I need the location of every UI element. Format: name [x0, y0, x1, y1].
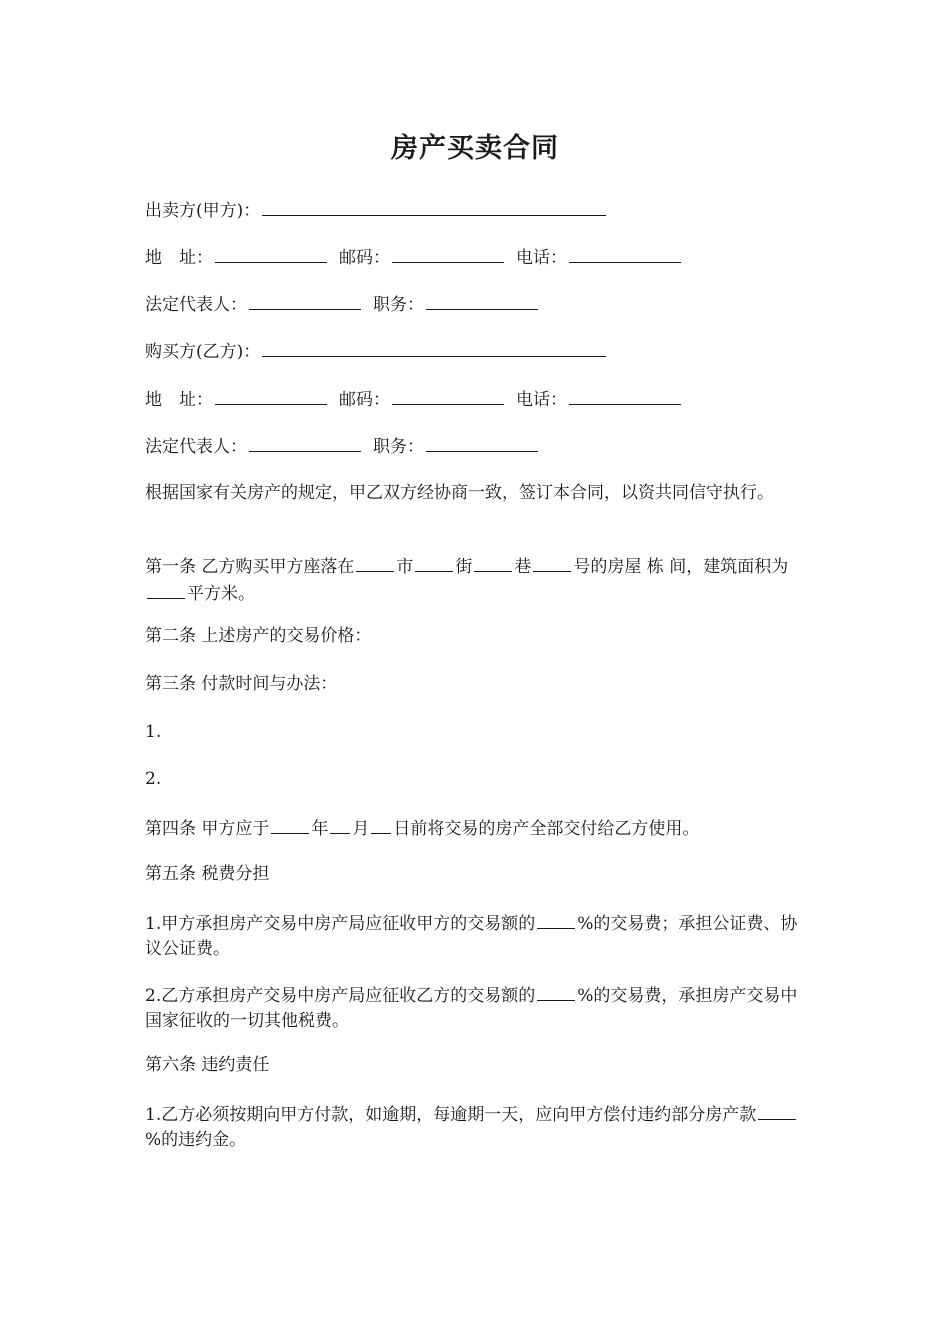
seller-name-blank: [262, 197, 606, 216]
intro-paragraph: 根据国家有关房产的规定，甲乙双方经协商一致，签订本合同，以资共同信守执行。: [145, 483, 774, 503]
article-4-rest: 日前将交易的房产全部交付给乙方使用。: [393, 819, 700, 839]
tax-rate-2-blank: [537, 982, 575, 1001]
number-blank: [533, 553, 571, 572]
article-4-text: 第四条 甲方应于: [145, 819, 270, 839]
seller-rep-blank: [249, 291, 361, 310]
seller-postcode-blank: [392, 244, 504, 263]
breach-clause-1: [145, 1101, 813, 1153]
buyer-address-line: [145, 386, 813, 413]
seller-label: 出卖方(甲方)：: [145, 201, 261, 221]
seller-address-label: 地 址：: [145, 248, 213, 268]
street-blank: [415, 553, 453, 572]
buyer-label: 购买方(乙方)：: [145, 342, 261, 362]
article-3: 第三条 付款时间与办法：: [145, 674, 338, 694]
breach-clause-1-text: 1.乙方必须按期向甲方付款，如逾期，每逾期一天，应向甲方偿付违约部分房产款: [145, 1105, 757, 1125]
payment-item-2: 2.: [145, 769, 162, 789]
page-title: 房产买卖合同: [391, 133, 559, 164]
lane-blank: [474, 553, 512, 572]
area-blank: [147, 580, 185, 599]
article-6: 第六条 违约责任: [145, 1055, 270, 1075]
tax-clause-2-text: 2.乙方承担房产交易中房产局应征收乙方的交易额的: [145, 986, 536, 1006]
tax-clause-2: [145, 982, 813, 1034]
payment-item-1: 1.: [145, 722, 162, 742]
tax-clause-1: [145, 910, 813, 962]
buyer-postcode-label: 邮码：: [339, 390, 390, 410]
buyer-phone-blank: [569, 386, 681, 405]
article-4: [145, 815, 813, 842]
city-blank: [356, 553, 394, 572]
tax-clause-1-text: 1.甲方承担房产交易中房产局应征收甲方的交易额的: [145, 914, 536, 934]
article-1-city: 市: [396, 557, 414, 577]
seller-postcode-label: 邮码：: [339, 248, 390, 268]
article-4-year: 年: [311, 819, 329, 839]
penalty-rate-blank: [758, 1101, 796, 1120]
article-1: [145, 553, 813, 607]
month-blank: [330, 815, 350, 834]
year-blank: [271, 815, 309, 834]
seller-address-line: [145, 244, 813, 271]
tax-rate-1-blank: [537, 910, 575, 929]
buyer-rep-line: [145, 433, 813, 460]
seller-position-label: 职务：: [373, 295, 424, 315]
article-2: 第二条 上述房产的交易价格：: [145, 626, 372, 646]
seller-rep-line: [145, 291, 813, 318]
seller-phone-blank: [569, 244, 681, 263]
buyer-rep-blank: [249, 433, 361, 452]
article-1-street: 街: [455, 557, 473, 577]
seller-rep-label: 法定代表人：: [145, 295, 247, 315]
article-4-month: 月: [352, 819, 370, 839]
article-1-unit: 平方米。: [187, 584, 255, 604]
seller-position-blank: [426, 291, 538, 310]
buyer-postcode-blank: [392, 386, 504, 405]
breach-clause-1-rest: %的违约金。: [145, 1130, 247, 1150]
tax-clause-1-rest: %的交易费；承担公证费、协议公证费。: [145, 914, 798, 959]
day-blank: [371, 815, 391, 834]
buyer-name-blank: [262, 338, 606, 357]
seller-line: [145, 197, 813, 224]
article-5: 第五条 税费分担: [145, 864, 270, 884]
article-1-lane: 巷: [514, 557, 532, 577]
article-1-text: 第一条 乙方购买甲方座落在: [145, 557, 355, 577]
buyer-position-blank: [426, 433, 538, 452]
buyer-address-label: 地 址：: [145, 390, 213, 410]
buyer-line: [145, 338, 813, 365]
seller-phone-label: 电话：: [516, 248, 567, 268]
buyer-phone-label: 电话：: [516, 390, 567, 410]
article-1-house: 号的房屋 栋 间，建筑面积为: [573, 557, 789, 577]
tax-clause-2-rest: %的交易费，承担房产交易中国家征收的一切其他税费。: [145, 986, 798, 1031]
buyer-rep-label: 法定代表人：: [145, 437, 247, 457]
buyer-position-label: 职务：: [373, 437, 424, 457]
buyer-address-blank: [215, 386, 327, 405]
seller-address-blank: [215, 244, 327, 263]
